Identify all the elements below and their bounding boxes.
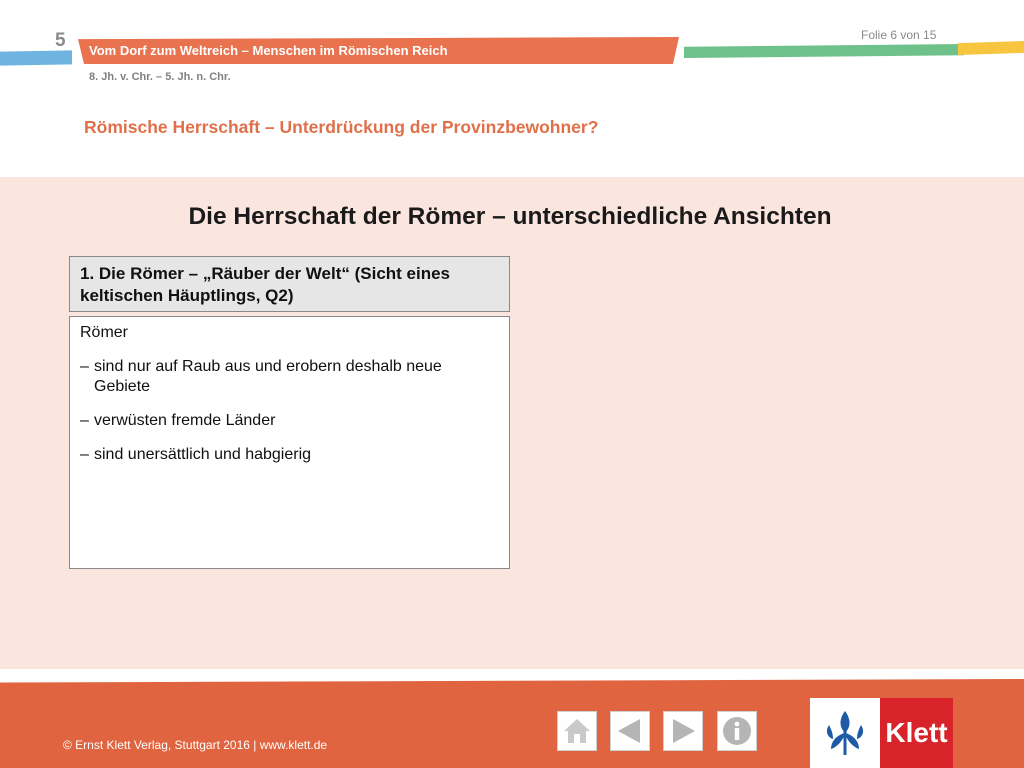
previous-arrow-icon — [614, 715, 646, 747]
list-item — [80, 445, 499, 465]
source-box-body — [69, 316, 510, 569]
green-stripe — [684, 44, 964, 58]
list-item — [80, 411, 499, 431]
next-slide-button[interactable] — [663, 711, 703, 751]
previous-slide-button[interactable] — [610, 711, 650, 751]
period-label: 8. Jh. v. Chr. – 5. Jh. n. Chr. — [89, 71, 231, 83]
klett-logo-text: Klett — [885, 717, 948, 748]
list-item-text: verwüsten fremde Länder — [94, 412, 276, 429]
slide-counter: Folie 6 von 15 — [861, 28, 937, 42]
list-item-text: sind nur auf Raub aus und erobern deshalb neue Gebiete — [94, 358, 442, 395]
point-list — [80, 357, 499, 465]
dash-marker: – — [80, 412, 89, 429]
home-button[interactable] — [557, 711, 597, 751]
copyright-text: © Ernst Klett Verlag, Stuttgart 2016 | www.klett.de — [63, 738, 328, 752]
box-intro: Römer — [80, 324, 129, 341]
dash-marker: – — [80, 446, 89, 463]
dash-marker: – — [80, 358, 89, 375]
list-item — [80, 357, 499, 397]
next-arrow-icon — [667, 715, 699, 747]
chapter-number: 5 — [55, 30, 66, 51]
klett-wordmark — [880, 698, 953, 768]
source-box-title: 1. Die Römer – „Räuber der Welt“ (Sicht eines keltischen Häuptlings, Q2) — [69, 256, 510, 312]
info-button[interactable] — [717, 711, 757, 751]
info-icon — [721, 715, 753, 747]
list-item-text: sind unersättlich und habgierig — [94, 446, 312, 463]
main-heading: Die Herrschaft der Römer – unterschiedliche Ansichten — [188, 203, 832, 230]
klett-logo — [810, 698, 953, 768]
chapter-title: Vom Dorf zum Weltreich – Menschen im Römischen Reich — [89, 43, 448, 58]
blue-stripe — [0, 50, 72, 65]
slide-subtitle: Römische Herrschaft – Unterdrückung der Provinzbewohner? — [84, 117, 599, 137]
klett-emblem-icon — [810, 698, 880, 768]
yellow-stripe — [958, 41, 1024, 55]
home-icon — [561, 715, 593, 747]
